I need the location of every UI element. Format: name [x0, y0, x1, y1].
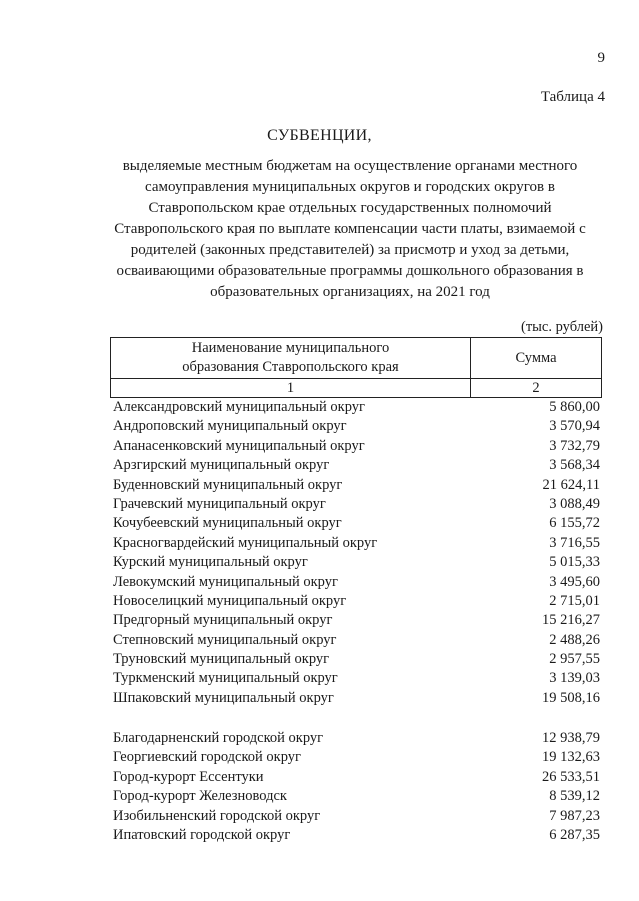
row-name: Апанасенковский муниципальный округ [113, 437, 365, 454]
document-subtitle [100, 156, 600, 303]
row-name: Андроповский муниципальный округ [113, 418, 347, 435]
row-amount: 7 987,23 [549, 807, 600, 824]
row-name: Предгорный муниципальный округ [113, 612, 333, 629]
row-amount: 5 860,00 [549, 399, 600, 415]
table-row [113, 669, 600, 688]
column-header-name [111, 338, 471, 379]
row-amount: 26 533,51 [542, 768, 600, 785]
table-row [113, 689, 600, 708]
row-amount: 21 624,11 [542, 476, 600, 493]
row-amount: 5 015,33 [549, 554, 600, 571]
table-row [113, 729, 600, 748]
row-amount: 3 570,94 [549, 418, 600, 435]
table-row [113, 631, 600, 650]
table-row [113, 787, 600, 806]
row-amount: 19 508,16 [542, 689, 600, 706]
row-name: Степновский муниципальный округ [113, 631, 337, 648]
row-name: Георгиевский городской округ [113, 749, 301, 766]
row-amount: 6 287,35 [549, 826, 600, 843]
row-amount: 2 715,01 [549, 592, 600, 609]
row-name: Город-курорт Железноводск [113, 788, 287, 805]
table-row [113, 807, 600, 826]
row-amount: 3 139,03 [549, 670, 600, 687]
subtitle-line: Ставропольского края по выплате компенсации части платы, взимаемой с [114, 221, 586, 237]
row-amount: 8 539,12 [549, 788, 600, 805]
row-name: Новоселицкий муниципальный округ [113, 592, 347, 609]
document-title: СУБВЕНЦИИ, [267, 127, 372, 144]
subtitle-line: осваивающими образовательные программы дошкольного образования в [116, 263, 584, 279]
subtitle-line: Ставропольском крае отдельных государственных полномочий [148, 200, 552, 216]
row-name: Город-курорт Ессентуки [113, 768, 264, 785]
row-name: Благодарненский городской округ [113, 730, 324, 746]
column-header-name-line: образования Ставропольского края [182, 359, 399, 375]
table-row [113, 748, 600, 767]
row-amount: 3 088,49 [549, 495, 600, 512]
column-number-1: 1 [111, 379, 471, 398]
table-row [113, 514, 600, 533]
row-amount: 2 488,26 [549, 631, 600, 648]
table-label: Таблица 4 [540, 89, 605, 105]
row-name: Труновский муниципальный округ [113, 651, 330, 668]
row-amount: 3 716,55 [549, 534, 600, 551]
column-header-sum: Сумма [471, 338, 602, 379]
row-name: Шпаковский муниципальный округ [113, 689, 334, 706]
table-row [113, 417, 600, 436]
table-row [113, 456, 600, 475]
table-row [113, 826, 600, 845]
row-name: Красногвардейский муниципальный округ [113, 534, 378, 551]
row-name: Курский муниципальный округ [113, 554, 308, 571]
table-row [113, 650, 600, 669]
row-amount: 2 957,55 [549, 651, 600, 668]
table-header [110, 337, 602, 398]
row-name: Изобильненский городской округ [113, 807, 321, 824]
row-name: Кочубеевский муниципальный округ [113, 515, 342, 532]
row-name: Буденновский муниципальный округ [113, 476, 343, 493]
table-row [113, 495, 600, 514]
municipal-districts-list [113, 398, 600, 708]
row-name: Арзгирский муниципальный округ [113, 457, 330, 474]
row-amount: 3 568,34 [549, 457, 600, 474]
row-name: Туркменский муниципальный округ [113, 670, 338, 687]
city-districts-list [113, 729, 600, 845]
subtitle-line: выделяемые местным бюджетам на осуществление органами местного [122, 158, 578, 174]
row-amount: 6 155,72 [549, 515, 600, 532]
column-header-name-line: Наименование муниципального [191, 340, 390, 356]
table-row [113, 573, 600, 592]
row-amount: 12 938,79 [542, 730, 600, 746]
row-amount: 15 216,27 [542, 612, 600, 629]
row-name: Ипатовский городской округ [113, 826, 291, 843]
table-row [113, 553, 600, 572]
column-number-2: 2 [471, 379, 602, 398]
table-row [113, 534, 600, 553]
table-row [113, 437, 600, 456]
row-name: Левокумский муниципальный округ [113, 573, 338, 590]
table-row [113, 398, 600, 417]
table-row [113, 611, 600, 630]
row-amount: 19 132,63 [542, 749, 600, 766]
row-amount: 3 495,60 [549, 573, 600, 590]
table-row [113, 476, 600, 495]
row-name: Александровский муниципальный округ [113, 399, 365, 415]
row-amount: 3 732,79 [549, 437, 600, 454]
page-number: 9 [597, 50, 605, 66]
table-row [113, 768, 600, 787]
units-note: (тыс. рублей) [521, 319, 603, 335]
table-row [113, 592, 600, 611]
subtitle-line: образовательных организациях, на 2021 год [210, 284, 490, 300]
subtitle-line: самоуправления муниципальных округов и городских округов в [145, 179, 555, 195]
row-name: Грачевский муниципальный округ [113, 495, 326, 512]
subtitle-line: родителей (законных представителей) за присмотр и уход за детьми, [130, 242, 570, 258]
